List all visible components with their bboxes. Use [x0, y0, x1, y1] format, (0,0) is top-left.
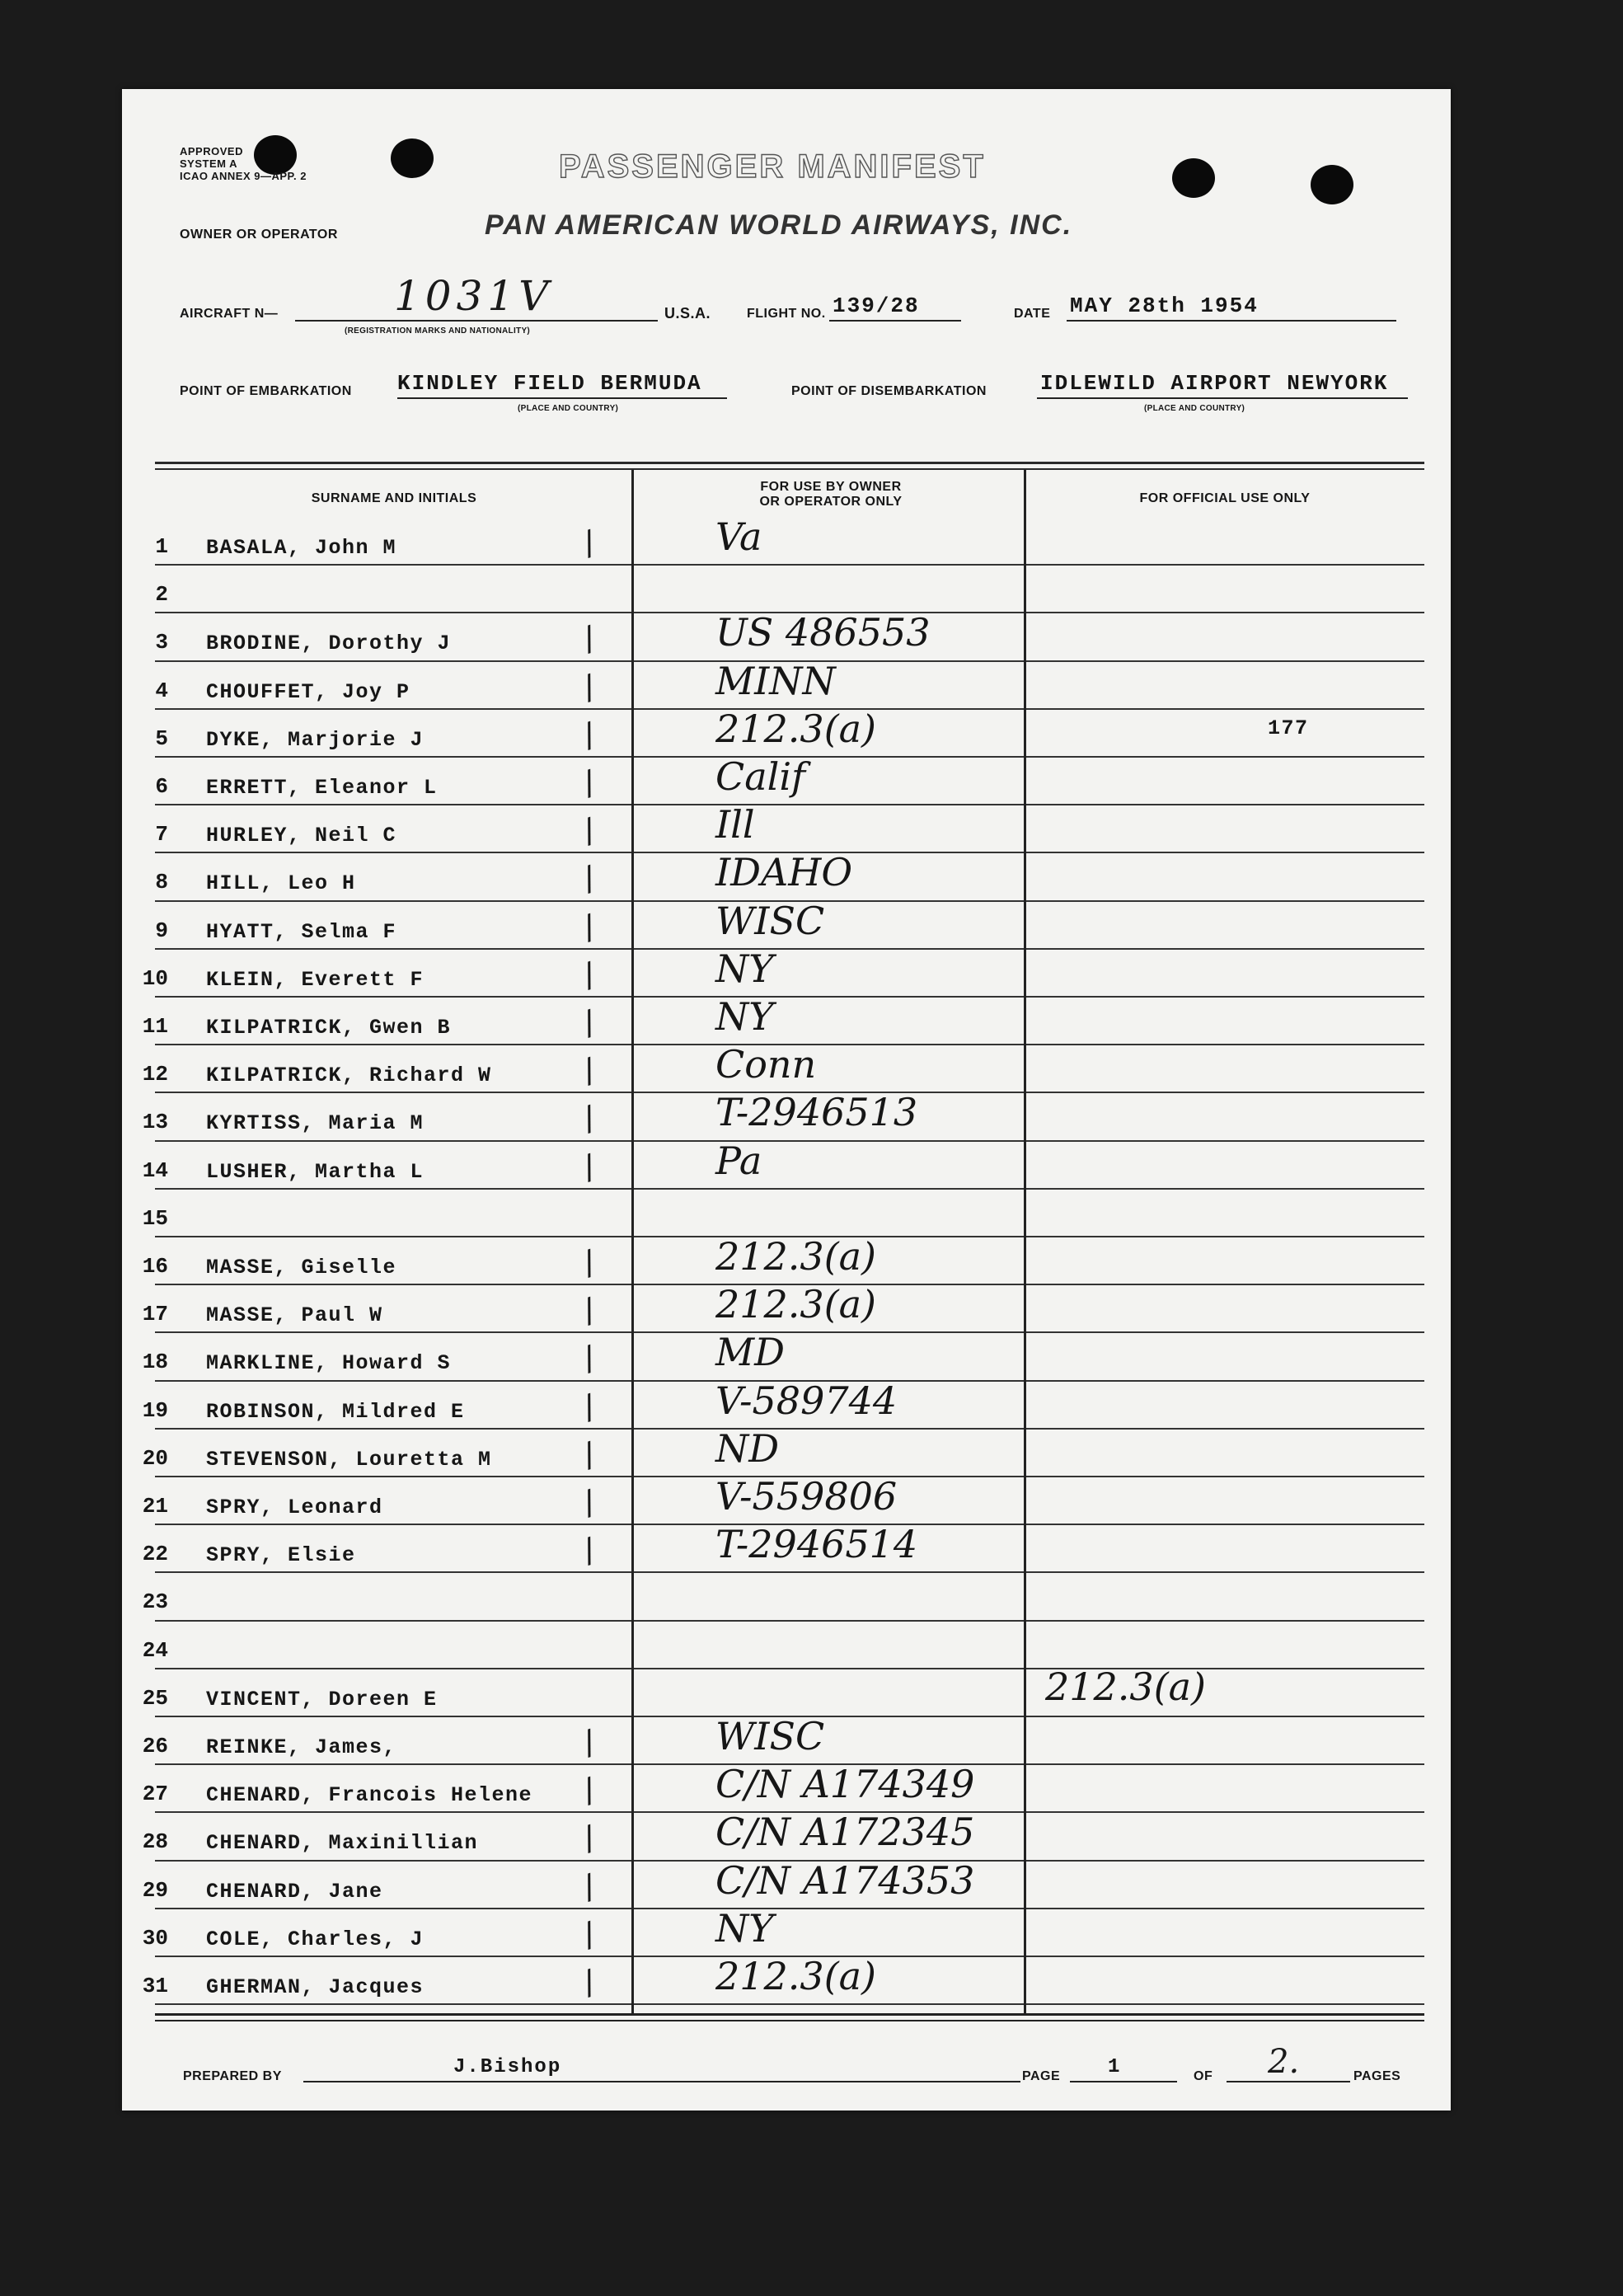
embark-label: POINT OF EMBARKATION — [180, 384, 352, 398]
passenger-name: KILPATRICK, Gwen B — [206, 1016, 452, 1040]
column-header-owner-use — [633, 480, 1029, 509]
passenger-name: CHENARD, Francois Helene — [206, 1783, 533, 1808]
row-number: 18 — [142, 1350, 168, 1375]
flight-line — [829, 320, 961, 322]
row-rule — [155, 1140, 1424, 1142]
row-rule — [155, 564, 1424, 566]
aircraft-caption: (REGISTRATION MARKS AND NATIONALITY) — [345, 326, 531, 336]
operator-note: MD — [715, 1330, 785, 1375]
approval-line-2: SYSTEM A — [180, 157, 237, 170]
passenger-name: REINKE, James, — [206, 1735, 397, 1759]
operator-note: 212.3(a) — [715, 1234, 877, 1279]
row-number: 8 — [155, 870, 168, 895]
check-mark: / — [578, 1914, 601, 1955]
row-number: 12 — [142, 1062, 168, 1087]
of-label: OF — [1194, 2069, 1213, 2083]
column-header-name: SURNAME AND INITIALS — [311, 491, 477, 505]
row-number: 31 — [142, 1974, 168, 1998]
operator-note: Va — [715, 514, 762, 559]
row-number: 25 — [142, 1685, 168, 1711]
table-bottom-rule — [155, 2013, 1424, 2016]
check-mark: / — [578, 1771, 601, 1811]
date-value: MAY 28th 1954 — [1070, 293, 1259, 318]
check-mark: / — [578, 619, 601, 660]
passenger-name: BRODINE, Dorothy J — [206, 632, 452, 656]
operator-note: NY — [715, 946, 774, 991]
date-line — [1067, 320, 1396, 322]
row-number: 19 — [142, 1397, 168, 1423]
punch-hole-2 — [391, 139, 434, 178]
passenger-name: CHENARD, Maxinillian — [206, 1831, 479, 1856]
aircraft-value: 1031V — [394, 272, 554, 320]
prepared-label: PREPARED BY — [183, 2069, 282, 2083]
check-mark: / — [578, 907, 601, 947]
passenger-name: COLE, Charles, J — [206, 1927, 425, 1951]
passenger-name: MASSE, Giselle — [206, 1256, 397, 1279]
row-number: 9 — [155, 918, 168, 943]
table-bottom-rule-2 — [155, 2020, 1424, 2021]
page-value: 1 — [1108, 2056, 1122, 2078]
prepared-line — [303, 2081, 1020, 2082]
check-mark: / — [578, 524, 601, 563]
row-rule — [155, 1620, 1424, 1622]
disembark-caption: (PLACE AND COUNTRY) — [1144, 404, 1245, 413]
row-number: 11 — [142, 1014, 168, 1039]
column-divider-2 — [1024, 470, 1026, 2013]
row-number: 17 — [142, 1302, 168, 1327]
operator-note: NY — [715, 994, 774, 1039]
pages-line — [1227, 2081, 1350, 2082]
passenger-name: KILPATRICK, Richard W — [206, 1063, 492, 1088]
punch-hole-4 — [1311, 165, 1353, 204]
check-mark: / — [578, 1387, 601, 1427]
row-number: 5 — [155, 725, 168, 751]
row-number: 28 — [142, 1829, 168, 1855]
punch-hole-1 — [254, 135, 297, 175]
aircraft-label: AIRCRAFT N— — [180, 307, 279, 321]
aircraft-line — [295, 320, 658, 322]
row-number: 15 — [142, 1205, 168, 1231]
check-mark: / — [578, 1291, 601, 1331]
passenger-name: GHERMAN, Jacques — [206, 1975, 425, 1999]
disembark-label: POINT OF DISEMBARKATION — [791, 384, 987, 398]
row-rule — [155, 804, 1424, 805]
row-rule — [155, 948, 1424, 950]
operator-note: MINN — [715, 658, 836, 703]
row-number: 14 — [142, 1157, 168, 1183]
check-mark: / — [578, 1531, 601, 1571]
row-rule — [155, 1428, 1424, 1430]
table-top-rule-2 — [155, 468, 1424, 470]
check-mark: / — [578, 1339, 601, 1379]
row-number: 20 — [142, 1445, 168, 1471]
check-mark: / — [578, 859, 601, 899]
operator-note: 212.3(a) — [715, 1282, 877, 1327]
check-mark: / — [578, 1147, 601, 1187]
check-mark: / — [578, 1819, 601, 1859]
column-header-official-use: FOR OFFICIAL USE ONLY — [1139, 491, 1311, 505]
row-number: 6 — [155, 774, 168, 799]
embark-line — [397, 397, 727, 399]
row-rule — [155, 2003, 1424, 2005]
row-number: 30 — [142, 1925, 168, 1951]
passenger-name: KLEIN, Everett F — [206, 967, 425, 992]
page-label: PAGE — [1022, 2069, 1061, 2083]
official-note: 177 — [1268, 716, 1309, 740]
passenger-name: HILL, Leo H — [206, 871, 356, 896]
row-number: 13 — [142, 1110, 168, 1135]
operator-note: 212.3(a) — [715, 1954, 877, 1998]
page-line — [1070, 2081, 1177, 2082]
passenger-name: CHOUFFET, Joy P — [206, 679, 410, 704]
passenger-name: KYRTISS, Maria M — [206, 1111, 425, 1136]
document-title: PASSENGER MANIFEST — [559, 148, 986, 185]
check-mark: / — [578, 1963, 601, 2003]
row-number: 4 — [155, 678, 168, 703]
row-number: 26 — [142, 1734, 168, 1758]
row-rule — [155, 1331, 1424, 1333]
owner-label: OWNER OR OPERATOR — [180, 228, 338, 242]
check-mark: / — [578, 811, 601, 852]
row-number: 24 — [142, 1637, 168, 1663]
embark-caption: (PLACE AND COUNTRY) — [518, 404, 619, 413]
row-number: 16 — [142, 1254, 168, 1279]
official-note: 212.3(a) — [1045, 1664, 1207, 1709]
check-mark: / — [578, 1483, 601, 1523]
row-rule — [155, 1571, 1424, 1573]
embark-value: KINDLEY FIELD BERMUDA — [397, 371, 702, 396]
passenger-name: STEVENSON, Louretta M — [206, 1447, 492, 1472]
pages-label: PAGES — [1353, 2069, 1401, 2083]
approval-line-1: APPROVED — [180, 145, 243, 157]
disembark-line — [1037, 397, 1408, 399]
check-mark: / — [578, 667, 601, 707]
operator-note: NY — [715, 1905, 774, 1951]
passenger-name: CHENARD, Jane — [206, 1879, 383, 1904]
row-number: 29 — [142, 1877, 168, 1903]
date-label: DATE — [1014, 307, 1051, 321]
column-divider-1 — [631, 470, 634, 2013]
check-mark: / — [578, 955, 601, 995]
passenger-name: HURLEY, Neil C — [206, 824, 397, 848]
check-mark: / — [578, 1243, 601, 1283]
operator-note: Conn — [715, 1042, 817, 1087]
check-mark: / — [578, 1051, 601, 1092]
prepared-value: J.Bishop — [453, 2056, 562, 2078]
operator-note: 212.3(a) — [715, 706, 877, 751]
table-top-rule — [155, 462, 1424, 464]
row-number: 10 — [142, 965, 168, 991]
row-number: 2 — [155, 582, 168, 608]
passenger-name: DYKE, Marjorie J — [206, 727, 425, 752]
row-number: 3 — [155, 630, 168, 655]
check-mark: / — [578, 715, 601, 755]
check-mark: / — [578, 1866, 601, 1907]
passenger-name: ERRETT, Eleanor L — [206, 776, 438, 800]
passenger-name: MASSE, Paul W — [206, 1303, 383, 1328]
passenger-name: SPRY, Elsie — [206, 1543, 356, 1568]
punch-hole-3 — [1172, 158, 1215, 198]
operator-note: Calif — [715, 754, 806, 799]
operator-name: PAN AMERICAN WORLD AIRWAYS, INC. — [485, 209, 1073, 241]
operator-note: IDAHO — [715, 850, 853, 895]
passenger-name: VINCENT, Doreen E — [206, 1687, 438, 1711]
row-rule — [155, 1668, 1424, 1669]
operator-note: Ill — [715, 802, 755, 848]
check-mark: / — [578, 1723, 601, 1763]
row-rule — [155, 1188, 1424, 1190]
check-mark: / — [578, 763, 601, 803]
manifest-sheet — [122, 89, 1451, 2111]
operator-note: WISC — [715, 898, 825, 943]
passenger-name: LUSHER, Martha L — [206, 1159, 425, 1184]
row-number: 23 — [142, 1589, 168, 1615]
row-number: 21 — [142, 1494, 168, 1519]
row-rule — [155, 996, 1424, 998]
passenger-name: BASALA, John M — [206, 536, 397, 560]
owner-use-text: FOR USE BY OWNER OR OPERATOR ONLY — [759, 480, 903, 509]
operator-note: ND — [715, 1425, 780, 1471]
operator-note: US 486553 — [715, 610, 931, 655]
check-mark: / — [578, 1099, 601, 1139]
operator-note: V-559806 — [715, 1474, 898, 1519]
row-rule — [155, 1908, 1424, 1909]
row-number: 7 — [155, 822, 168, 848]
passenger-name: ROBINSON, Mildred E — [206, 1399, 465, 1424]
approval-line-3: ICAO ANNEX 9—APP. 2 — [180, 170, 307, 182]
passenger-name: MARKLINE, Howard S — [206, 1351, 452, 1376]
passenger-name: SPRY, Leonard — [206, 1495, 383, 1519]
operator-note: C/N A174349 — [715, 1762, 975, 1807]
disembark-value: IDLEWILD AIRPORT NEWYORK — [1040, 371, 1389, 396]
row-number: 1 — [155, 534, 168, 559]
row-number: 22 — [142, 1542, 168, 1567]
pages-value: 2. — [1268, 2043, 1300, 2081]
usa-label: U.S.A. — [664, 305, 711, 322]
operator-note: T-2946514 — [715, 1522, 918, 1567]
check-mark: / — [578, 1434, 601, 1475]
passenger-name: HYATT, Selma F — [206, 919, 397, 944]
row-number: 27 — [142, 1782, 168, 1807]
operator-note: T-2946513 — [715, 1090, 918, 1135]
operator-note: C/N A174353 — [715, 1857, 975, 1903]
operator-note: WISC — [715, 1714, 825, 1758]
operator-note: C/N A172345 — [715, 1810, 975, 1855]
operator-note: Pa — [715, 1138, 762, 1183]
flight-label: FLIGHT NO. — [747, 307, 826, 321]
check-mark: / — [578, 1003, 601, 1043]
operator-note: V-589744 — [715, 1378, 898, 1423]
flight-value: 139/28 — [833, 293, 920, 318]
